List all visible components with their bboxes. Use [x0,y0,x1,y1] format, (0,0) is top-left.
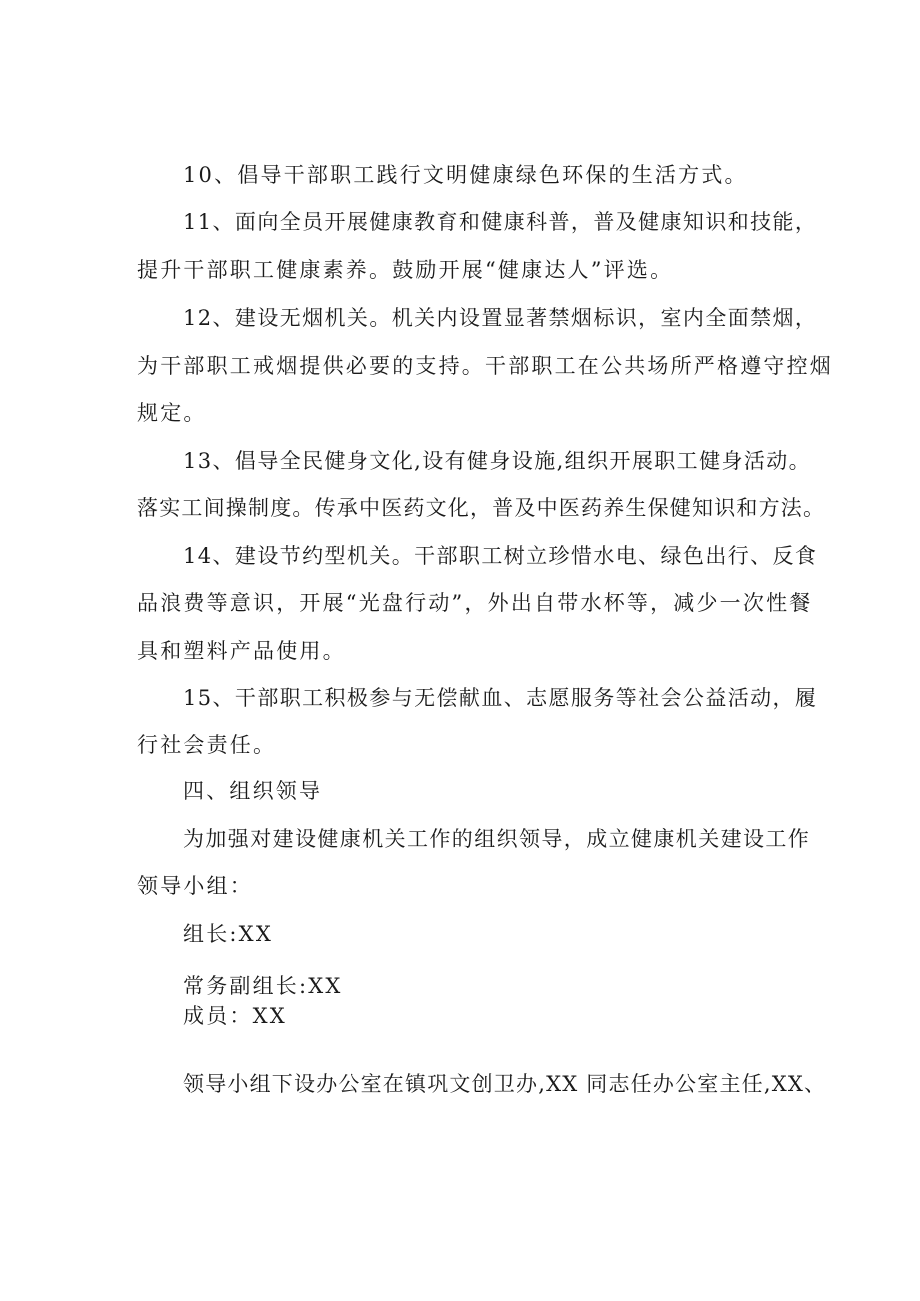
item-12-text: 12、建设无烟机关。机关内设置显著禁烟标识，室内全面禁烟， [183,306,818,330]
members-line: 成员：XX [183,1004,287,1028]
item-11-text: 11、面向全员开展健康教育和健康科普，普及健康知识和技能， [183,210,818,234]
item-13-text-cont: 落实工间操制度。传承中医药文化，普及中医药养生保健知识和方法。 [137,496,826,520]
item-12-text-cont: 为干部职工戒烟提供必要的支持。干部职工在公共场所严格遵守控烟 [137,354,833,378]
office-line: 领导小组下设办公室在镇巩文创卫办,XX 同志任办公室主任,XX、 [183,1072,827,1096]
deputy-leader-line: 常务副组长:XX [183,974,343,998]
section-paragraph-cont: 领导小组： [137,874,253,898]
item-13-text: 13、倡导全民健身文化,设有健身设施,组织开展职工健身活动。 [183,449,812,473]
item-15-text: 15、干部职工积极参与无偿献血、志愿服务等社会公益活动，履 [183,686,818,710]
item-14-text: 14、建设节约型机关。干部职工树立珍惜水电、绿色出行、反食 [183,544,818,568]
section-heading: 四、组织领导 [183,779,323,803]
item-14-text-end: 具和塑料产品使用。 [137,639,346,663]
item-10-text: 10、倡导干部职工践行文明健康绿色环保的生活方式。 [183,163,748,187]
item-15-text-cont: 行社会责任。 [137,733,277,757]
section-paragraph: 为加强对建设健康机关工作的组织领导，成立健康机关建设工作 [183,827,811,851]
leader-line: 组长:XX [183,922,273,946]
item-14-text-cont: 品浪费等意识，开展“光盘行动”，外出自带水杯等，减少一次性餐 [137,591,813,615]
item-11-text-cont: 提升干部职工健康素养。鼓励开展“健康达人”评选。 [137,258,674,282]
item-12-text-end: 规定。 [137,401,207,425]
